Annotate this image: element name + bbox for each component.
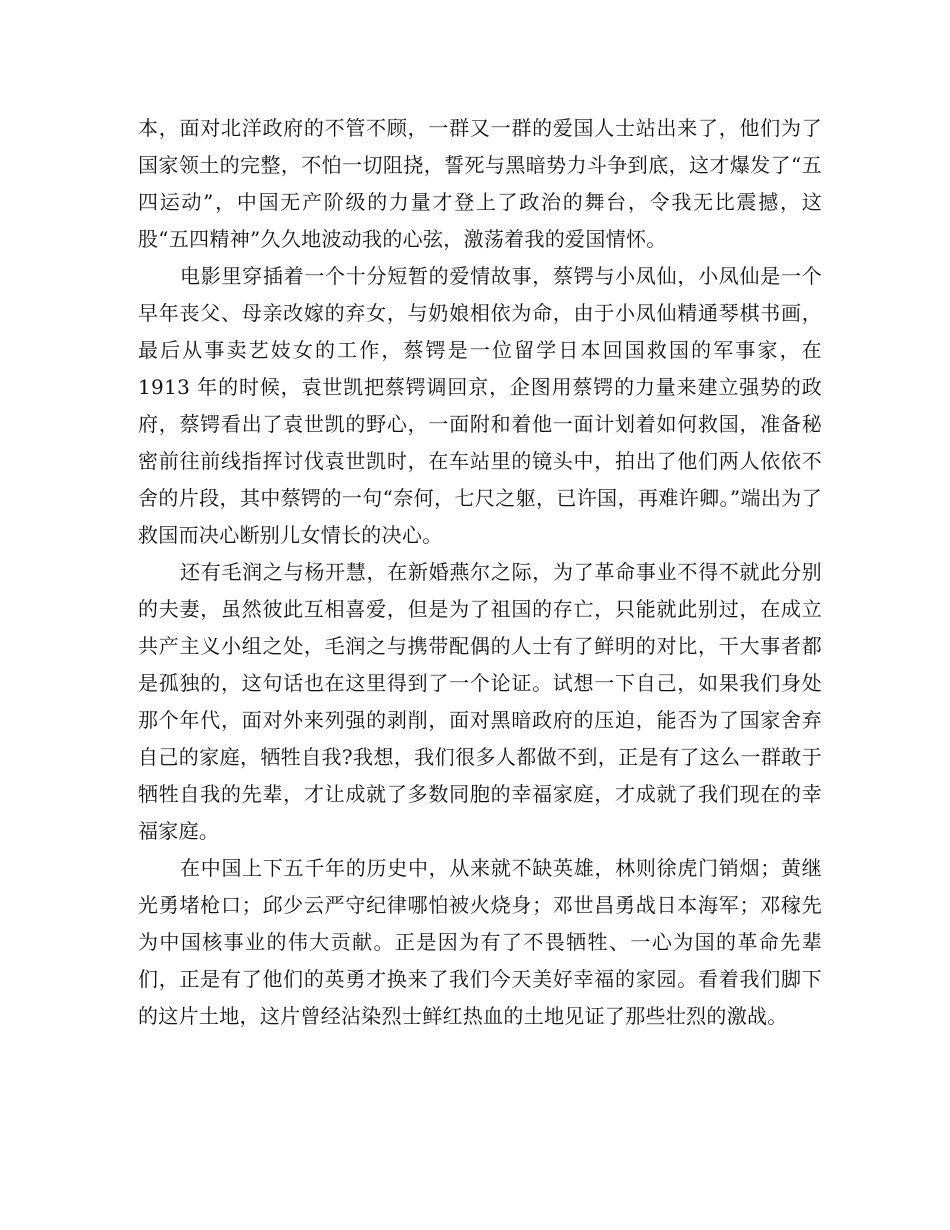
paragraph-2: 电影里穿插着一个十分短暂的爱情故事，蔡锷与小凤仙，小凤仙是一个早年丧父、母亲改嫁的弃女，与奶娘相依为命，由于小凤仙精通琴棋书画，最后从事卖艺妓女的工作，蔡锷是一位留学日本回国救国的军事家，在 1913 年的时候，袁世凯把蔡锷调回京，企图用蔡锷的力量来建立强势的政府，蔡锷看出了袁世凯的野心，一面附和着他一面计划着如何救国，准备秘密前往前线指挥讨伐袁世凯时，在车站里的镜头中，拍出了他们两人依依不舍的片段，其中蔡锷的一句“奈何，七尺之躯，已许国，再难许卿。”端出为了救国而决心断别儿女情长的决心。	[138, 264, 822, 547]
paragraph-3: 还有毛润之与杨开慧，在新婚燕尔之际，为了革命事业不得不就此分别的夫妻，虽然彼此互相喜爱，但是为了祖国的存亡，只能就此别过，在成立共产主义小组之处，毛润之与携带配偶的人士有了鲜明的对比，干大事者都是孤独的，这句话也在这里得到了一个论证。试想一下自己，如果我们身处那个年代，面对外来列强的剥削，面对黑暗政府的压迫，能否为了国家舍弃自己的家庭，牺牲自我?我想，我们很多人都做不到，正是有了这么一群敢于牺牲自我的先辈，才让成就了多数同胞的幸福家庭，才成就了我们现在的幸福家庭。	[138, 560, 822, 843]
paragraph-1: 本，面对北洋政府的不管不顾，一群又一群的爱国人士站出来了，他们为了国家领土的完整，不怕一切阻挠，誓死与黑暗势力斗争到底，这才爆发了“五四运动”，中国无产阶级的力量才登上了政治的舞台，令我无比震撼，这股“五四精神”久久地波动我的心弦，激荡着我的爱国情怀。	[138, 116, 822, 251]
paragraph-4: 在中国上下五千年的历史中，从来就不缺英雄，林则徐虎门销烟；黄继光勇堵枪口；邱少云严守纪律哪怕被火烧身；邓世昌勇战日本海军；邓稼先为中国核事业的伟大贡献。正是因为有了不畏牺牲、一心为国的革命先辈们，正是有了他们的英勇才换来了我们今天美好幸福的家园。看着我们脚下的这片土地，这片曾经沾染烈士鲜红热血的土地见证了那些壮烈的激战。	[138, 856, 822, 1028]
document-body	[138, 110, 822, 1035]
